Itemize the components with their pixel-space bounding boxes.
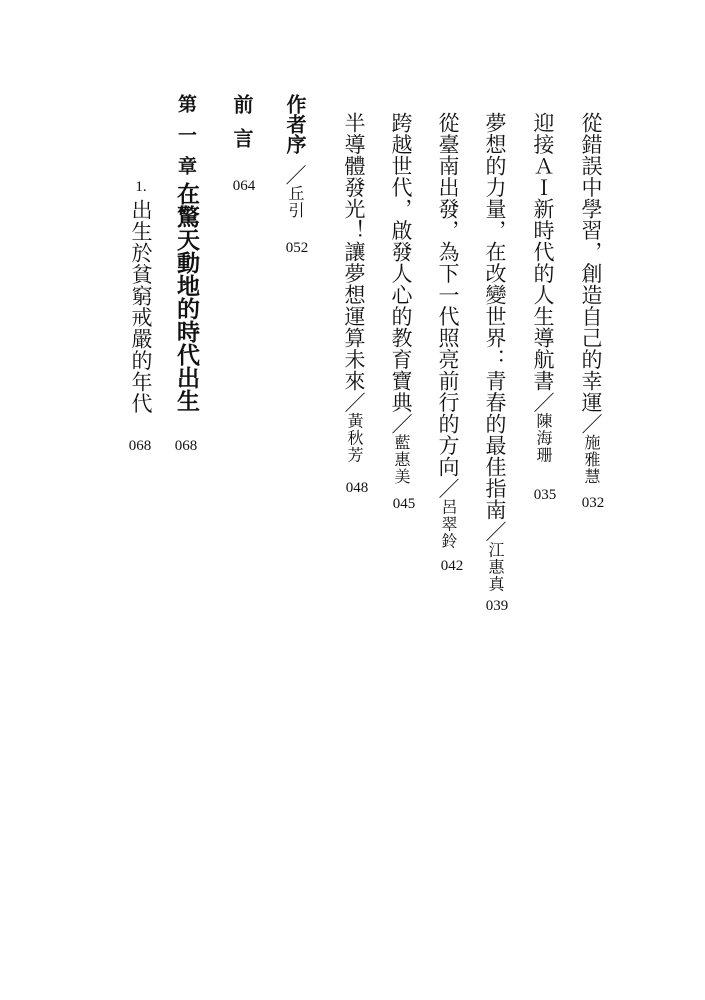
author-preface-author: 丘引 <box>286 185 305 219</box>
entry-title: 迎接ＡＩ新時代的人生導航書 <box>531 112 555 392</box>
entry-page-number: 048 <box>345 480 369 496</box>
chapter-label: 第一章 <box>175 94 197 187</box>
entry-separator: ／ <box>436 477 460 499</box>
toc-entry <box>390 112 411 485</box>
entry-title: 從錯誤中學習，創造自己的幸運 <box>579 112 603 413</box>
entry-separator: ／ <box>283 164 307 185</box>
entry-page-number: 045 <box>392 496 416 512</box>
toc-entry <box>532 112 553 464</box>
section-entry <box>130 180 151 414</box>
entry-title: 跨越世代，啟發人心的教育寶典 <box>389 112 413 413</box>
author-preface-entry <box>284 94 305 219</box>
entry-author: 黃秋芳 <box>345 412 364 464</box>
entry-title: 從臺南出發，為下一代照亮前行的方向 <box>436 112 460 478</box>
entry-author: 江惠真 <box>486 541 505 593</box>
author-preface-title: 作者序 <box>283 94 307 154</box>
toc-entry <box>343 112 364 464</box>
entry-author: 陳海珊 <box>534 412 553 464</box>
toc-entry <box>484 112 505 593</box>
entry-separator: ／ <box>342 391 366 413</box>
chapter-page-number: 068 <box>174 438 198 454</box>
foreword-title: 前言 <box>230 94 254 162</box>
entry-separator: ／ <box>483 520 507 542</box>
section-title: 出生於貧窮戒嚴的年代 <box>129 199 153 414</box>
foreword-page-number: 064 <box>232 178 256 194</box>
entry-separator: ／ <box>389 413 413 434</box>
entry-page-number: 039 <box>485 598 509 614</box>
entry-page-number: 032 <box>581 495 605 511</box>
entry-author: 藍惠美 <box>392 434 411 485</box>
entry-author: 呂翠鈴 <box>439 498 458 550</box>
entry-title: 半導體發光！讓夢想運算未來 <box>342 112 366 392</box>
entry-page-number: 035 <box>533 487 557 503</box>
entry-separator: ／ <box>531 391 555 413</box>
section-number: 1. <box>135 179 147 195</box>
entry-author: 施雅慧 <box>582 434 601 485</box>
entry-separator: ／ <box>579 413 603 434</box>
chapter-title: 在驚天動地的時代出生 <box>173 182 199 412</box>
entry-page-number: 042 <box>440 558 464 574</box>
entry-title: 夢想的力量，在改變世界：青春的最佳指南 <box>483 112 507 521</box>
author-preface-page-number: 052 <box>285 240 309 256</box>
toc-entry <box>437 112 458 550</box>
section-page-number: 068 <box>128 438 152 454</box>
toc-entry <box>580 112 601 485</box>
